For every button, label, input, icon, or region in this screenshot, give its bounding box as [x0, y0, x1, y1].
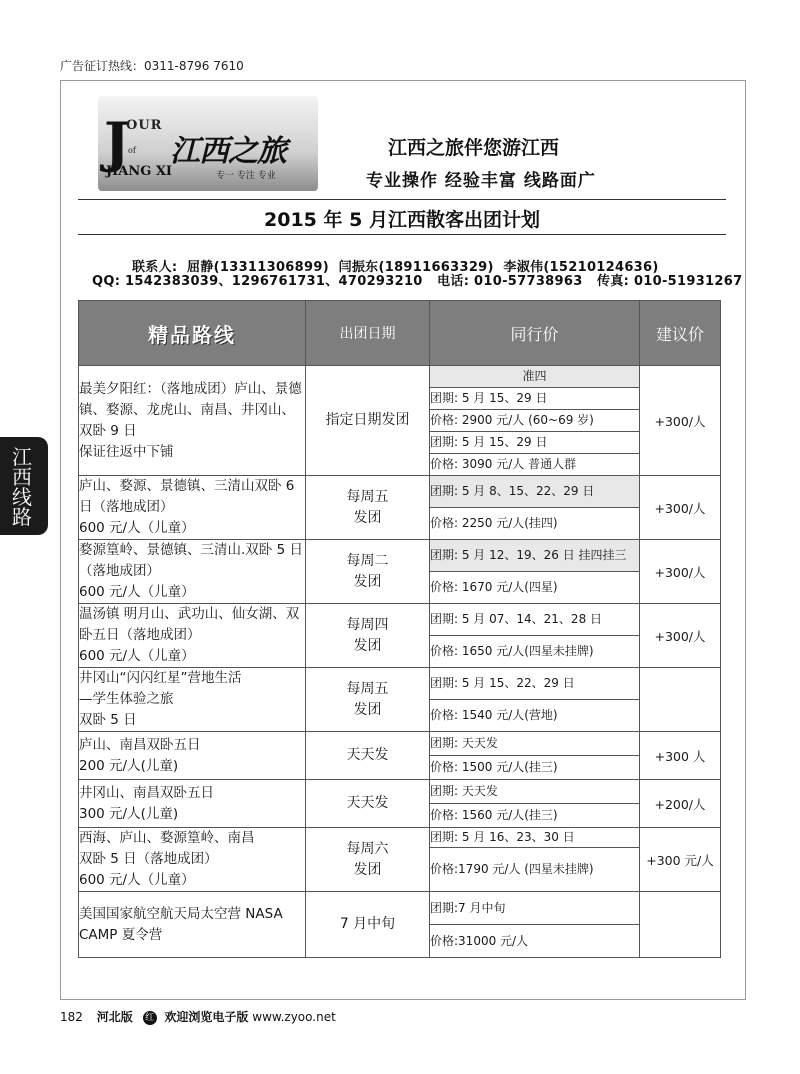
logo-jiangxi: JIANG XI [106, 164, 172, 179]
trade-price-cell: 价格: 1560 元/人(挂三) [430, 804, 640, 828]
suggested-price-cell: +300/人 [640, 366, 721, 476]
route-cell: 井冈山“闪闪红星”营地生活 —学生体验之旅 双卧 5 日 [79, 668, 306, 732]
table-row [79, 604, 721, 636]
route-cell: 婺源篁岭、景德镇、三清山.双卧 5 日（落地成团） 600 元/人（儿童） [79, 540, 306, 604]
suggested-price-cell: +300/人 [640, 540, 721, 604]
trade-price-cell: 团期: 5 月 12、19、26 日 挂四挂三 [430, 540, 640, 572]
title-rule-top [78, 199, 726, 200]
logo-chinese-name: 江西之旅 [170, 134, 286, 169]
slogan-line-1: 江西之旅伴您游江西 [388, 137, 560, 159]
plan-title: 2015 年 5 月江西散客出团计划 [264, 209, 540, 231]
table-row [79, 540, 721, 572]
website-link[interactable]: www.zyoo.net [252, 1010, 336, 1024]
route-cell: 庐山、婺源、景德镇、三清山双卧 6 日（落地成团） 600 元/人（儿童） [79, 476, 306, 540]
header-trade-price: 同行价 [430, 301, 640, 366]
red-badge-icon: 红 [143, 1011, 157, 1025]
route-cell: 西海、庐山、婺源篁岭、南昌 双卧 5 日（落地成团） 600 元/人（儿童） [79, 828, 306, 892]
departure-date-cell: 指定日期发团 [306, 366, 430, 476]
title-rule-bottom [78, 234, 726, 235]
trade-price-cell: 价格: 1650 元/人(四星未挂牌) [430, 636, 640, 668]
departure-date-cell: 每周六 发团 [306, 828, 430, 892]
ad-hotline: 广告征订热线：0311-8796 7610 [60, 59, 244, 73]
side-section-tab [0, 437, 48, 535]
trade-price-cell: 价格: 2250 元/人(挂四) [430, 508, 640, 540]
trade-price-cell: 价格: 1540 元/人(营地) [430, 700, 640, 732]
trade-price-cell: 准四 [430, 366, 640, 388]
route-table-body [79, 301, 721, 958]
trade-price-cell: 团期: 天天发 [430, 732, 640, 756]
departure-date-cell: 每周五 发团 [306, 668, 430, 732]
table-row [79, 476, 721, 508]
route-cell: 井冈山、南昌双卧五日 300 元/人(儿童) [79, 780, 306, 828]
departure-date-cell: 天天发 [306, 780, 430, 828]
header-date: 出团日期 [306, 301, 430, 366]
trade-price-cell: 价格:1790 元/人 (四星未挂牌) [430, 848, 640, 892]
departure-date-cell: 每周二 发团 [306, 540, 430, 604]
suggested-price-cell: +300 元/人 [640, 828, 721, 892]
logo-of: of [128, 146, 136, 155]
edition: 河北版 [96, 1010, 133, 1024]
trade-price-cell: 团期: 5 月 15、29 日 [430, 432, 640, 454]
contact-numbers: QQ: 1542383039、1296761731、470293210 电话: 010-57738963 传真: 010-51931267 [92, 274, 743, 289]
table-row [79, 892, 721, 925]
trade-price-cell: 团期: 5 月 07、14、21、28 日 [430, 604, 640, 636]
route-table [78, 300, 721, 958]
welcome-text: 欢迎浏览电子版 [164, 1010, 249, 1024]
suggested-price-cell [640, 668, 721, 732]
table-header-row [79, 301, 721, 366]
logo-tagline: 专一 专注 专业 [216, 171, 276, 181]
departure-date-cell: 每周四 发团 [306, 604, 430, 668]
suggested-price-cell: +300 人 [640, 732, 721, 780]
route-cell: 最美夕阳红：（落地成团）庐山、景德镇、婺源、龙虎山、南昌、井冈山、双卧 9 日 保证往返中下铺 [79, 366, 306, 476]
trade-price-cell: 团期: 天天发 [430, 780, 640, 804]
suggested-price-cell: +200/人 [640, 780, 721, 828]
trade-price-cell: 团期: 5 月 15、22、29 日 [430, 668, 640, 700]
slogan-line-2: 专业操作 经验丰富 线路面广 [366, 171, 596, 191]
trade-price-cell: 团期: 5 月 16、23、30 日 [430, 828, 640, 848]
logo [98, 96, 318, 191]
suggested-price-cell: +300/人 [640, 476, 721, 540]
route-cell: 温汤镇 明月山、武功山、仙女湖、双卧五日（落地成团） 600 元/人（儿童） [79, 604, 306, 668]
header-route: 精品路线 [79, 301, 306, 366]
departure-date-cell: 7 月中旬 [306, 892, 430, 958]
header-suggested-price: 建议价 [640, 301, 721, 366]
table-row [79, 732, 721, 756]
trade-price-cell: 价格:31000 元/人 [430, 925, 640, 958]
table-row [79, 780, 721, 804]
route-cell: 美国国家航空航天局太空营 NASA CAMP 夏令营 [79, 892, 306, 958]
logo-our: OUR [126, 118, 163, 133]
contact-people: 联系人: 屈静(13311306899) 闫振东(18911663329) 李淑伟(15210124636) [132, 260, 659, 275]
suggested-price-cell: +300/人 [640, 604, 721, 668]
logo-letter-j: J [104, 110, 130, 174]
table-row [79, 828, 721, 848]
trade-price-cell: 价格: 3090 元/人 普通人群 [430, 454, 640, 476]
table-row [79, 668, 721, 700]
footer [60, 1008, 336, 1025]
side-tab-label: 江西线路 [12, 445, 32, 529]
trade-price-cell: 团期:7 月中旬 [430, 892, 640, 925]
trade-price-cell: 价格: 1500 元/人(挂三) [430, 756, 640, 780]
trade-price-cell: 价格: 2900 元/人 (60~69 岁) [430, 410, 640, 432]
trade-price-cell: 价格: 1670 元/人(四星) [430, 572, 640, 604]
page-number: 182 [60, 1010, 83, 1024]
trade-price-cell: 团期: 5 月 8、15、22、29 日 [430, 476, 640, 508]
table-row [79, 366, 721, 388]
suggested-price-cell [640, 892, 721, 958]
trade-price-cell: 团期: 5 月 15、29 日 [430, 388, 640, 410]
route-cell: 庐山、南昌双卧五日 200 元/人(儿童) [79, 732, 306, 780]
departure-date-cell: 天天发 [306, 732, 430, 780]
departure-date-cell: 每周五 发团 [306, 476, 430, 540]
